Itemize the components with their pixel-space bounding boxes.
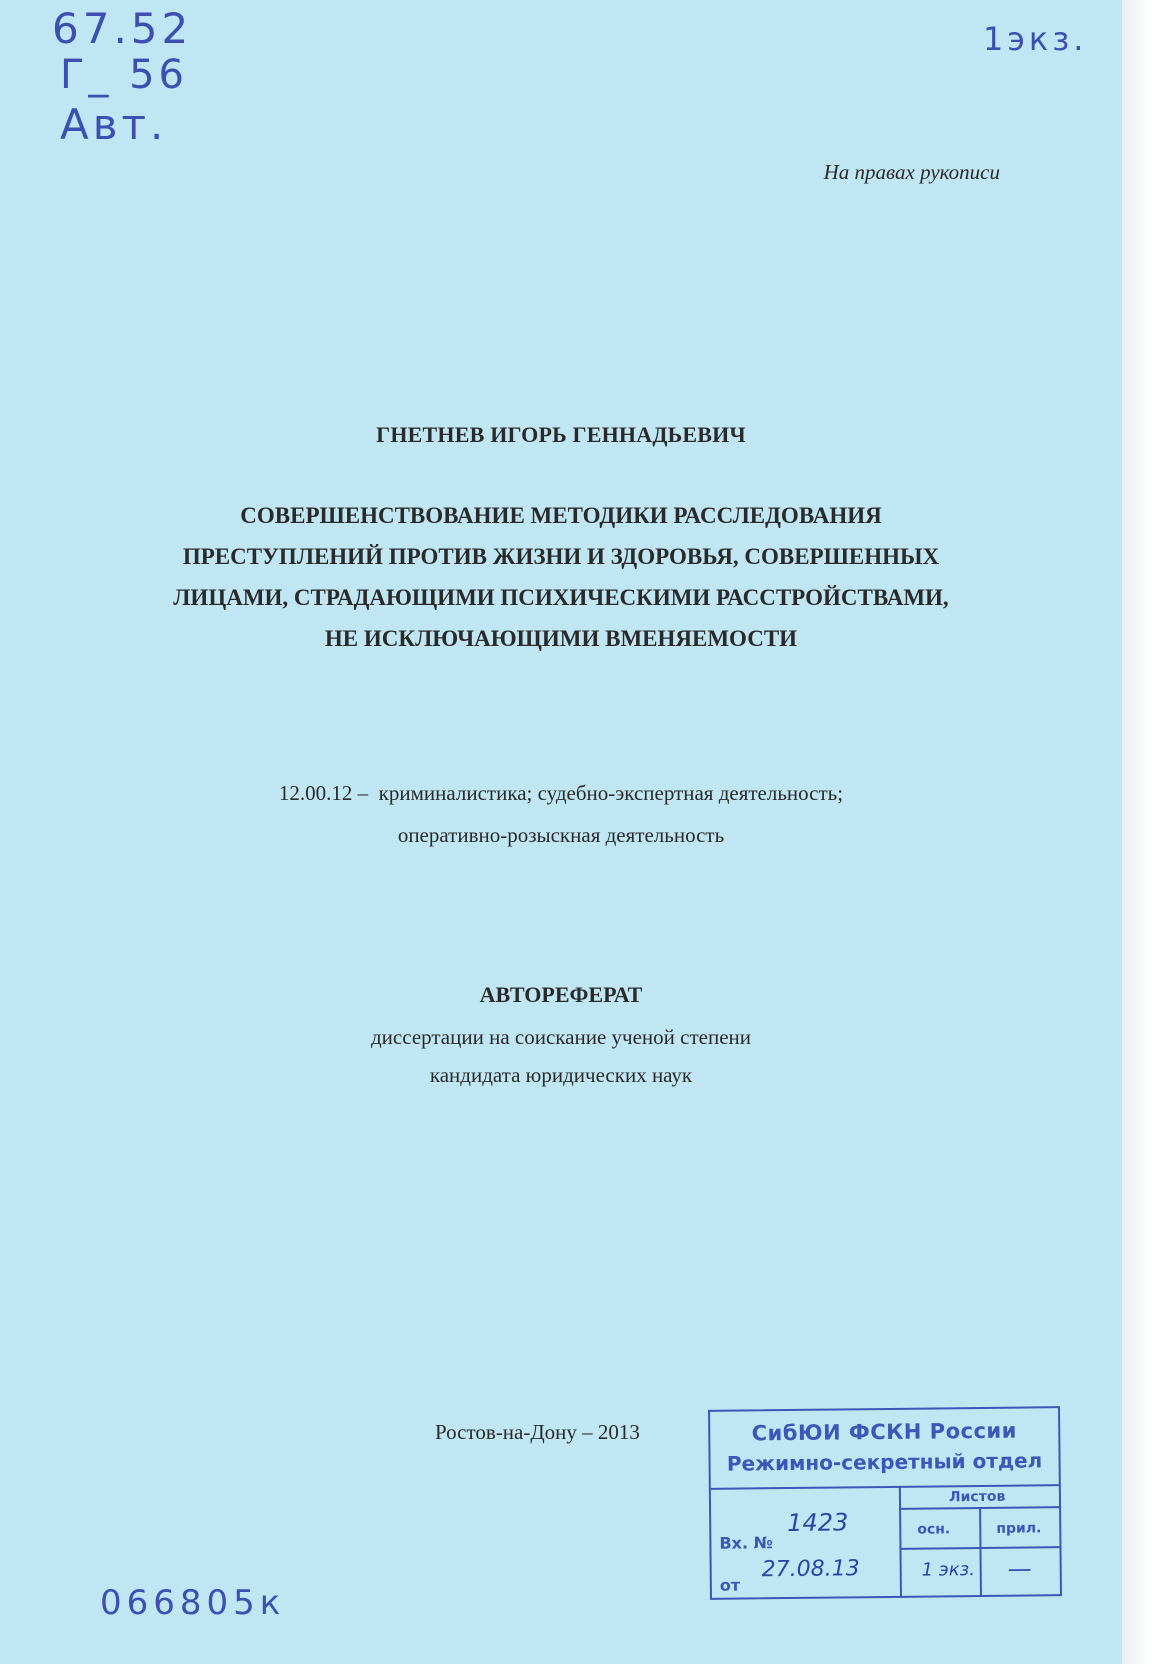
stamp-attach-count: —	[1007, 1554, 1032, 1583]
title-line: ПРЕСТУПЛЕНИЙ ПРОТИВ ЖИЗНИ И ЗДОРОВЬЯ, СОВЕРШЕННЫХ	[182, 544, 940, 569]
title-line: НЕ ИСКЛЮЧАЮЩИМИ ВМЕНЯЕМОСТИ	[324, 626, 798, 651]
stamp-divider	[711, 1484, 1059, 1490]
handwritten-call-number-3: Авт.	[60, 100, 168, 149]
handwritten-call-number-2: Г_ 56	[60, 52, 189, 98]
handwritten-inventory-number: 066805к	[100, 1583, 286, 1623]
restriction-note: На правах рукописи	[823, 160, 1000, 184]
author-name: ГНЕТНЕВ ИГОРЬ ГЕННАДЬЕВИЧ	[376, 422, 746, 447]
specialty-line-2: оперативно-розыскная деятельность	[397, 823, 725, 847]
degree-line-2: кандидата юридических наук	[429, 1063, 693, 1087]
stamp-sheets-label: Листов	[948, 1488, 1006, 1506]
stamp-org: СибЮИ ФСКН России	[751, 1418, 1017, 1446]
stamp-divider	[979, 1507, 982, 1597]
document-type: АВТОРЕФЕРАТ	[479, 982, 643, 1007]
stamp-main-label: осн.	[917, 1521, 951, 1538]
stamp-dept: Режимно-секретный отдел	[726, 1448, 1043, 1476]
degree-block	[0, 1018, 1122, 1094]
stamp-incoming-label: Вх. №	[719, 1533, 773, 1553]
title-line: ЛИЦАМИ, СТРАДАЮЩИМИ ПСИХИЧЕСКИМИ РАССТРОЙСТВАМИ,	[173, 585, 949, 610]
title-line: СОВЕРШЕНСТВОВАНИЕ МЕТОДИКИ РАССЛЕДОВАНИЯ	[240, 503, 882, 528]
stamp-date-label: от	[719, 1575, 741, 1595]
stamp-date-value: 27.08.13	[761, 1556, 860, 1583]
handwritten-copies: 1экз.	[983, 20, 1088, 58]
stamp-incoming-number: 1423	[787, 1508, 849, 1538]
specialty-block	[0, 772, 1122, 856]
stamp-main-count: 1 экз.	[921, 1559, 976, 1581]
handwritten-call-number-1: 67.52	[52, 4, 193, 53]
degree-line-1: диссертации на соискание ученой степени	[371, 1025, 751, 1049]
stamp-divider	[899, 1486, 902, 1598]
stamp-attach-label: прил.	[996, 1520, 1042, 1537]
page-edge	[1122, 0, 1152, 1664]
registration-stamp	[708, 1406, 1062, 1600]
dissertation-title	[0, 495, 1122, 659]
specialty-line-1: 12.00.12 – криминалистика; судебно-экспертная деятельность;	[278, 781, 844, 805]
city-year: Ростов-на-Дону – 2013	[435, 1420, 640, 1444]
